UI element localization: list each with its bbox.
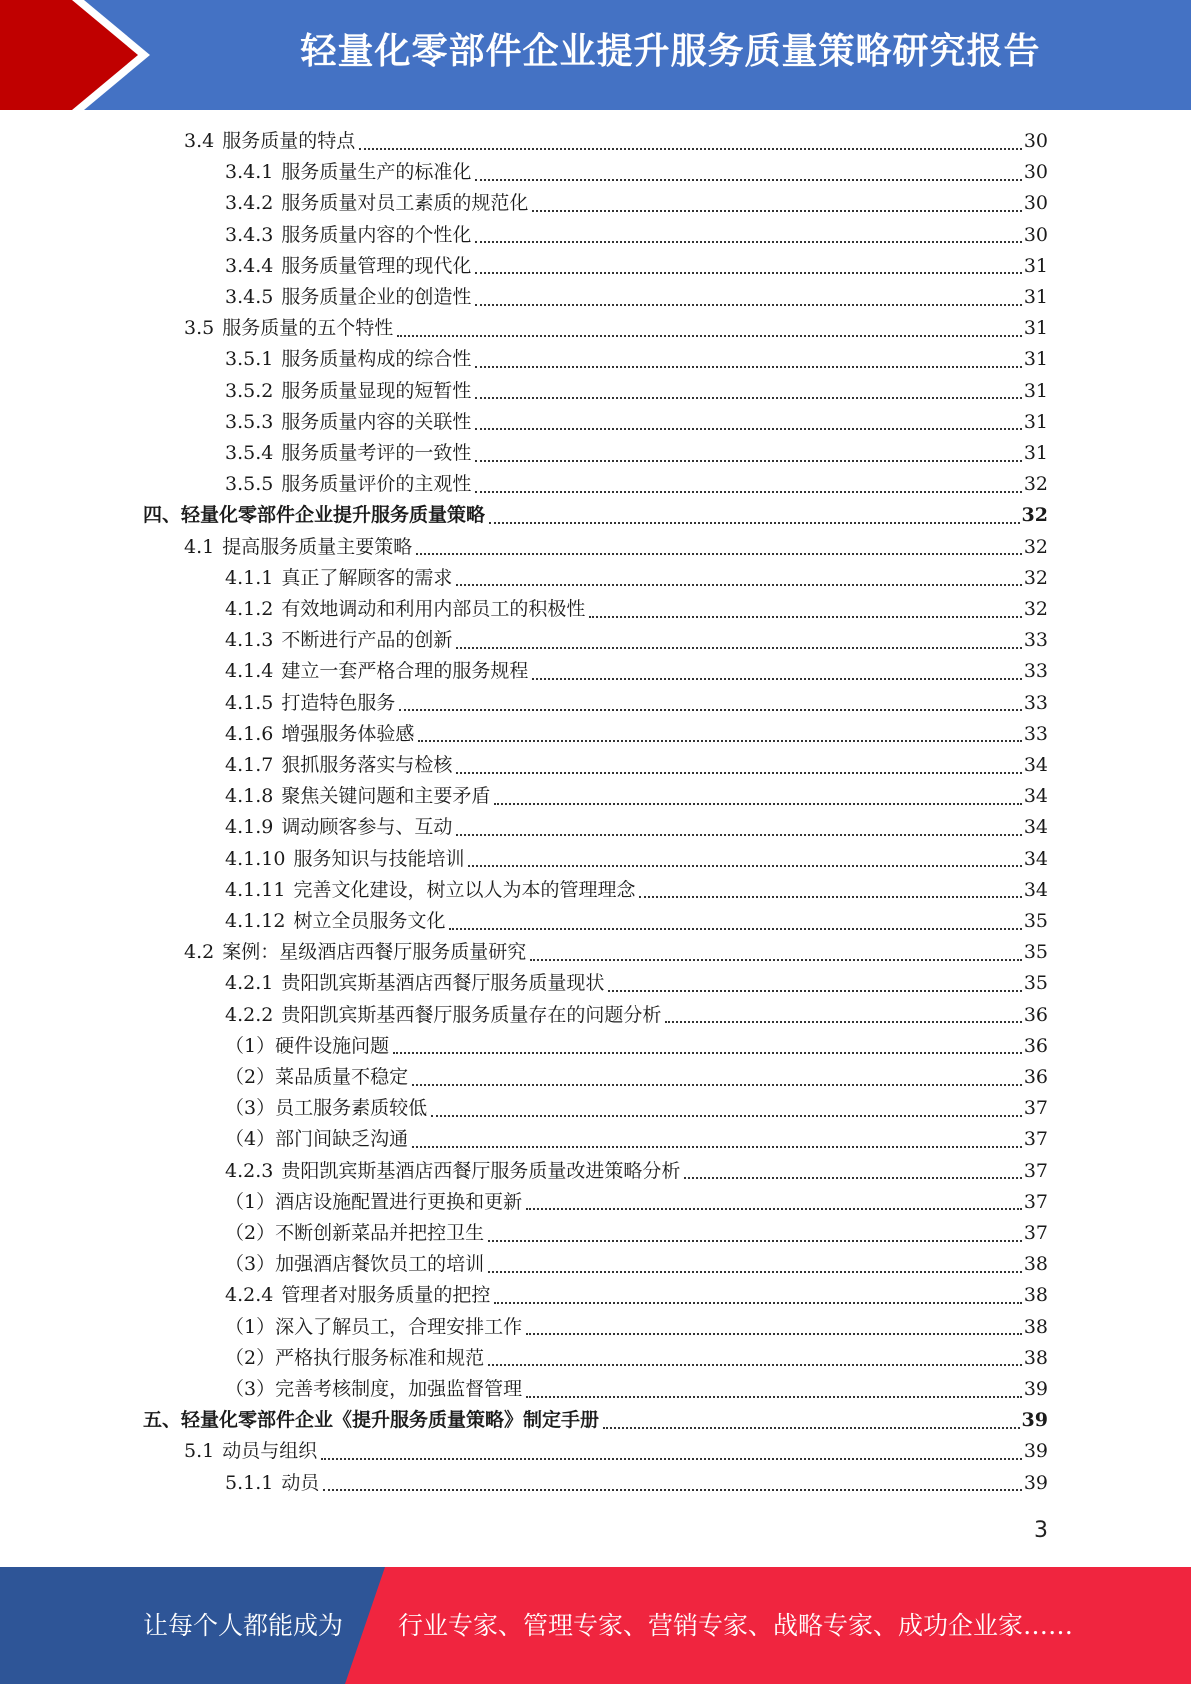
toc-entry-number: 4.2.1 [225,972,274,995]
footer-slogan-right: 行业专家、管理专家、营销专家、战略专家、成功企业家…… [398,1611,1074,1640]
toc-entry-number: 4.2.3 [225,1159,274,1182]
toc-entry-number: 五、 [143,1409,182,1432]
toc-entry-page: 33 [1023,722,1048,745]
toc-entry-number: （1） [225,1315,276,1338]
toc-entry-page: 35 [1023,910,1048,932]
toc-entry[interactable] [225,625,1048,656]
toc-entry-number: 4.1 [184,535,215,558]
toc-entry[interactable] [225,1000,1048,1031]
toc-dot-leader [397,335,1022,337]
toc-entry-number: 4.2.2 [225,1003,274,1026]
toc-entry-page: 31 [1023,379,1048,402]
toc-entry[interactable] [225,875,1048,906]
toc-entry-number: （3） [225,1253,276,1276]
toc-entry-number: 4.1.1 [225,566,274,589]
toc-entry[interactable] [225,188,1048,219]
toc-entry[interactable] [225,781,1048,812]
toc-entry-label: 部门间缺乏沟通 [275,1128,409,1151]
toc-dot-leader [449,928,1021,930]
toc-dot-leader [475,366,1021,368]
toc-entry-label: 动员 [281,1471,320,1494]
toc-entry-label: 服务质量考评的一致性 [281,442,472,464]
toc-entry-number: （3） [225,1378,276,1400]
toc-entry-label: 不断创新菜品并把控卫生 [275,1222,485,1244]
page-number: 3 [1034,1518,1048,1543]
toc-entry-page: 31 [1023,254,1048,277]
toc-entry[interactable] [225,688,1048,719]
toc-entry-number: 四、 [143,504,182,527]
toc-entry-page: 39 [1021,1409,1048,1432]
toc-entry-page: 39 [1023,1471,1048,1494]
toc-entry-label: 贵阳凯宾斯基酒店西餐厅服务质量改进策略分析 [281,1159,681,1182]
toc-entry-page: 39 [1023,1440,1048,1463]
toc-entry-label: 服务质量内容的关联性 [281,410,472,433]
toc-entry-label: 真正了解顾客的需求 [281,566,453,589]
toc-entry-label: 动员与组织 [222,1440,318,1463]
toc-entry-page: 35 [1023,972,1048,995]
toc-dot-leader [431,1115,1022,1117]
toc-entry-number: 4.1.11 [225,878,286,901]
toc-entry[interactable] [225,1062,1048,1093]
toc-dot-leader [530,959,1022,961]
toc-entry-page: 31 [1023,348,1048,371]
toc-dot-leader [475,397,1021,399]
toc-entry-page: 34 [1023,785,1048,808]
toc-entry[interactable] [225,1031,1048,1062]
toc-dot-leader [526,1333,1022,1335]
toc-entry[interactable] [225,1187,1048,1218]
toc-entry-page: 34 [1023,878,1048,901]
toc-entry-number: （2） [225,1346,276,1369]
toc-entry-label: 服务质量构成的综合性 [281,348,472,371]
toc-entry-label: 贵阳凯宾斯基酒店西餐厅服务质量现状 [281,972,605,995]
toc-entry-label: 不断进行产品的创新 [281,629,453,652]
toc-entry-label: 建立一套严格合理的服务规程 [281,660,529,683]
toc-dot-leader [468,865,1021,867]
toc-dot-leader [456,584,1021,586]
toc-entry-number: 3.5.4 [225,442,274,464]
toc-entry[interactable] [225,1218,1048,1249]
toc-entry[interactable] [225,563,1048,594]
toc-entry-page: 30 [1023,130,1048,152]
toc-entry-number: 4.1.5 [225,691,274,714]
toc-entry-number: （1） [225,1190,276,1213]
toc-entry-number: 5.1 [184,1440,215,1463]
toc-entry-page: 38 [1023,1253,1048,1276]
toc-dot-leader [603,1427,1020,1429]
toc-entry-label: 狠抓服务落实与检核 [281,754,453,776]
toc-entry[interactable] [143,1405,1048,1436]
toc-entry-number: 4.2 [184,941,215,964]
toc-entry-label: 贵阳凯宾斯基西餐厅服务质量存在的问题分析 [281,1003,662,1026]
toc-dot-leader [494,1302,1021,1304]
toc-entry-label: 轻量化零部件企业提升服务质量策略 [181,504,486,527]
toc-entry[interactable] [225,656,1048,687]
page-footer [0,1567,1191,1684]
toc-dot-leader [475,428,1021,430]
toc-entry[interactable] [143,500,1048,531]
toc-entry-page: 38 [1023,1284,1048,1307]
toc-dot-leader [412,1146,1022,1148]
toc-entry-number: 3.4.5 [225,286,274,308]
toc-entry-label: 服务质量的特点 [222,130,356,152]
toc-entry[interactable] [184,1436,1048,1467]
toc-entry-number: （2） [225,1066,276,1088]
toc-entry-page: 38 [1023,1315,1048,1338]
toc-entry-page: 32 [1023,473,1048,496]
toc-entry-label: 管理者对服务质量的把控 [281,1284,491,1307]
toc-dot-leader [526,1396,1022,1398]
toc-dot-leader [526,1208,1022,1210]
toc-entry-page: 30 [1023,161,1048,184]
toc-entry-page: 36 [1023,1066,1048,1088]
toc-entry[interactable] [225,157,1048,188]
toc-dot-leader [418,740,1021,742]
toc-entry-page: 37 [1023,1190,1048,1213]
toc-entry[interactable] [184,937,1048,968]
toc-dot-leader [416,553,1022,555]
toc-entry-label: 服务质量评价的主观性 [281,473,472,496]
toc-entry-page: 30 [1023,223,1048,246]
toc-entry-page: 35 [1023,941,1048,964]
toc-dot-leader [488,1364,1022,1366]
toc-entry-label: 服务质量的五个特性 [222,317,394,340]
toc-entry[interactable] [225,906,1048,937]
toc-entry-page: 33 [1023,660,1048,683]
toc-entry-label: 完善文化建设，树立以人为本的管理理念 [293,878,636,901]
toc-entry-number: 3.5.5 [225,473,274,496]
toc-entry-number: （4） [225,1128,276,1151]
page-header [0,0,1191,110]
toc-entry[interactable] [225,438,1048,469]
toc-entry-page: 37 [1023,1097,1048,1120]
toc-entry-number: 5.1.1 [225,1471,274,1494]
toc-entry-label: 案例：星级酒店西餐厅服务质量研究 [222,941,527,964]
toc-entry[interactable] [225,1156,1048,1187]
toc-entry-number: 3.4.2 [225,192,274,215]
toc-entry[interactable] [225,344,1048,375]
toc-entry-number: 4.1.6 [225,722,274,745]
toc-entry-label: 树立全员服务文化 [293,910,446,932]
toc-entry[interactable] [225,719,1048,750]
toc-entry[interactable] [225,469,1048,500]
toc-entry-page: 31 [1023,317,1048,340]
toc-entry-label: 完善考核制度，加强监督管理 [275,1378,523,1400]
toc-entry-number: 4.1.8 [225,785,274,808]
toc-entry-page: 33 [1023,629,1048,652]
toc-entry[interactable] [184,126,1048,157]
toc-dot-leader [321,1458,1022,1460]
toc-dot-leader [489,522,1020,524]
toc-dot-leader [665,1021,1021,1023]
toc-entry-label: 服务质量生产的标准化 [281,161,472,184]
toc-entry-page: 34 [1023,847,1048,870]
toc-entry[interactable] [225,594,1048,625]
toc-entry-number: （1） [225,1034,276,1057]
toc-entry-label: 服务质量管理的现代化 [281,254,472,277]
toc-entry-label: 调动顾客参与、互动 [281,816,453,839]
toc-entry[interactable] [225,1374,1048,1405]
toc-entry[interactable] [225,1280,1048,1311]
toc-entry-page: 37 [1023,1222,1048,1244]
toc-dot-leader [412,1084,1022,1086]
toc-entry-label: 服务质量对员工素质的规范化 [281,192,529,215]
toc-entry-label: 严格执行服务标准和规范 [275,1346,485,1369]
toc-entry[interactable] [225,407,1048,438]
toc-dot-leader [475,491,1021,493]
toc-entry-label: 增强服务体验感 [281,722,415,745]
toc-entry-page: 31 [1023,286,1048,308]
toc-entry-page: 34 [1023,816,1048,839]
toc-entry-page: 31 [1023,410,1048,433]
toc-entry-label: 服务质量企业的创造性 [281,286,472,308]
toc-entry-page: 38 [1023,1346,1048,1369]
toc-entry-number: 4.1.2 [225,598,274,620]
toc-dot-leader [475,241,1021,243]
toc-entry[interactable] [225,1468,1048,1499]
toc-dot-leader [475,460,1021,462]
toc-entry-number: 4.2.4 [225,1284,274,1307]
toc-dot-leader [488,1240,1022,1242]
toc-dot-leader [532,678,1021,680]
toc-entry-number: （3） [225,1097,276,1120]
toc-dot-leader [639,896,1021,898]
toc-dot-leader [608,990,1021,992]
toc-entry-label: 员工服务素质较低 [275,1097,428,1120]
toc-entry[interactable] [225,251,1048,282]
toc-entry-number: 3.5.1 [225,348,274,371]
toc-entry[interactable] [225,376,1048,407]
toc-entry-label: 酒店设施配置进行更换和更新 [275,1190,523,1213]
toc-entry-number: 3.5 [184,317,215,340]
toc-entry-number: 3.5.2 [225,379,274,402]
toc-entry-number: 3.5.3 [225,410,274,433]
toc-dot-leader [323,1489,1021,1491]
toc-entry-number: 4.1.9 [225,816,274,839]
toc-entry[interactable] [225,812,1048,843]
toc-dot-leader [399,709,1021,711]
toc-entry-page: 34 [1023,754,1048,776]
toc-entry-page: 32 [1023,566,1048,589]
toc-entry-page: 36 [1023,1003,1048,1026]
toc-dot-leader [475,272,1021,274]
toc-entry-label: 有效地调动和利用内部员工的积极性 [281,598,586,620]
footer-slogan-left: 让每个人都能成为 [143,1611,344,1640]
toc-dot-leader [494,803,1021,805]
toc-entry-number: 4.1.3 [225,629,274,652]
toc-entry-number: 4.1.12 [225,910,286,932]
header-arrow-icon [0,0,138,110]
toc-entry-page: 33 [1023,691,1048,714]
toc-entry-number: 4.1.10 [225,847,286,870]
toc-entry[interactable] [225,1249,1048,1280]
toc-entry-page: 39 [1023,1378,1048,1400]
toc-entry-label: 加强酒店餐饮员工的培训 [275,1253,485,1276]
toc-dot-leader [475,304,1021,306]
toc-dot-leader [456,834,1021,836]
toc-entry-label: 深入了解员工，合理安排工作 [275,1315,523,1338]
toc-entry-page: 32 [1023,598,1048,620]
toc-entry-label: 服务知识与技能培训 [293,847,465,870]
toc-dot-leader [475,179,1021,181]
toc-entry[interactable] [225,1343,1048,1374]
toc-entry[interactable] [225,282,1048,313]
toc-dot-leader [684,1177,1021,1179]
toc-entry-label: 硬件设施问题 [275,1034,390,1057]
toc-dot-leader [456,772,1021,774]
toc-entry-number: 3.4.3 [225,223,274,246]
toc-dot-leader [532,210,1021,212]
toc-entry-label: 轻量化零部件企业《提升服务质量策略》制定手册 [181,1409,600,1432]
toc-entry-page: 32 [1021,504,1048,527]
toc-entry[interactable] [225,1312,1048,1343]
toc-entry[interactable] [225,220,1048,251]
toc-entry-page: 36 [1023,1034,1048,1057]
toc-entry[interactable] [225,1124,1048,1155]
toc-entry-number: 3.4.4 [225,254,274,277]
toc-entry-page: 32 [1023,535,1048,558]
toc-entry-number: 3.4 [184,130,215,152]
toc-entry-number: 3.4.1 [225,161,274,184]
toc-entry-label: 服务质量内容的个性化 [281,223,472,246]
toc-entry[interactable] [225,968,1048,999]
toc-dot-leader [488,1271,1022,1273]
toc-entry-number: 4.1.7 [225,754,274,776]
toc-entry-number: 4.1.4 [225,660,274,683]
toc-entry[interactable] [225,750,1048,781]
toc-entry[interactable] [184,313,1048,344]
toc-entry-page: 37 [1023,1128,1048,1151]
toc-entry-number: （2） [225,1222,276,1244]
toc-entry-page: 31 [1023,442,1048,464]
toc-dot-leader [393,1052,1022,1054]
toc-entry[interactable] [225,844,1048,875]
toc-entry[interactable] [225,1093,1048,1124]
toc-dot-leader [359,148,1022,150]
toc-entry-label: 提高服务质量主要策略 [222,535,413,558]
toc-entry-label: 服务质量显现的短暂性 [281,379,472,402]
toc-entry-page: 30 [1023,192,1048,215]
toc-dot-leader [456,647,1021,649]
toc-entry[interactable] [184,532,1048,563]
toc-entry-label: 菜品质量不稳定 [275,1066,409,1088]
toc-dot-leader [589,616,1021,618]
toc-entry-label: 聚焦关键问题和主要矛盾 [281,785,491,808]
report-title: 轻量化零部件企业提升服务质量策略研究报告 [300,31,1041,72]
toc-entry-page: 37 [1023,1159,1048,1182]
toc-entry-label: 打造特色服务 [281,691,396,714]
